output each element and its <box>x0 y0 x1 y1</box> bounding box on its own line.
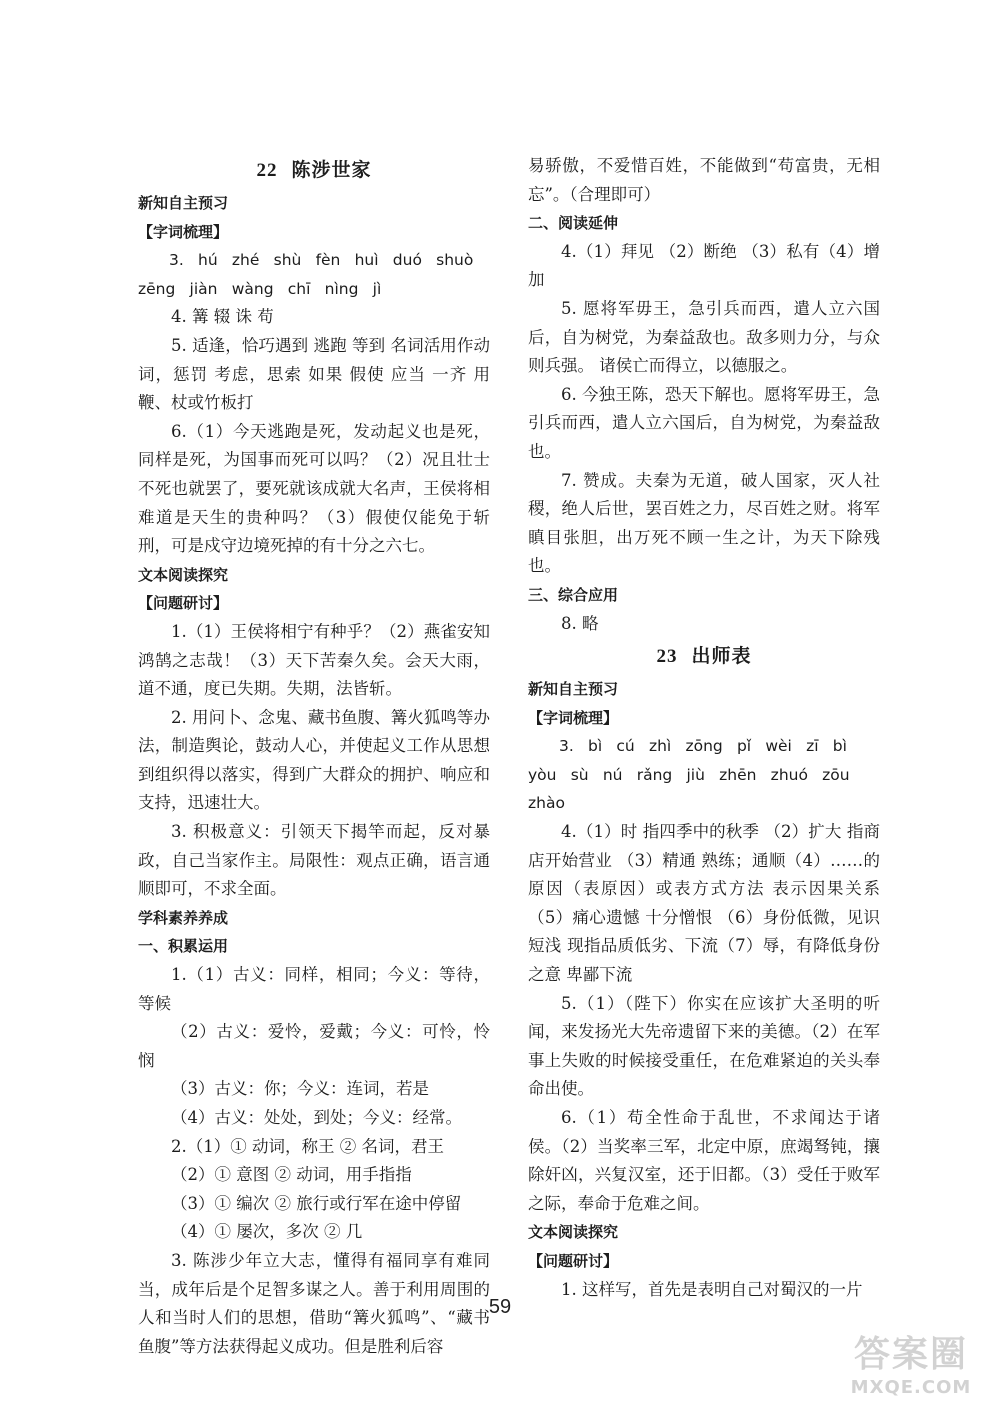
answer-paragraph: （2）古义：爱怜，爱戴；今义：可怜，怜悯 <box>138 1022 490 1070</box>
watermark-text: 答案圈 <box>853 1334 968 1375</box>
watermark-logo <box>836 1333 986 1413</box>
section-heading: 学科素养养成 <box>138 908 229 927</box>
answer-paragraph: 2. 用问卜、念鬼、藏书鱼腹、篝火狐鸣等办法，制造舆论，鼓动人心，并使起义工作从思想到组织得以落实，得到广大群众的拥护、响应和支持，迅速壮大。 <box>138 707 490 813</box>
answer-paragraph: 6.（1）苟全性命于乱世，不求闻达于诸侯。（2）当奖率三军，北定中原，庶竭驽钝，攘除奸凶，兴复汉室，还于旧都。（3）受任于败军之际，奉命于危难之间。 <box>528 1108 880 1213</box>
answer-paragraph: 6.（1）今天逃跑是死，发动起义也是死，同样是死，为国事而死可以吗？（2）况且壮士不死也就罢了，要死就该成就大名声，王侯将相难道是天生的贵种吗？（3）假使仅能免于斩刑，可是戍守边境死掉的有十分之六七。 <box>138 421 490 556</box>
answer-paragraph: 3. hú zhé shù fèn huì duó shuò <box>169 251 474 270</box>
right-column <box>528 152 880 1304</box>
answer-paragraph: zhào <box>528 794 565 813</box>
answer-paragraph: （2）① 意图 ② 动词，用手指指 <box>171 1165 412 1185</box>
section-heading: 新知自主预习 <box>528 680 619 699</box>
subsection-heading: 【字词梳理】 <box>138 222 229 241</box>
section-heading: 新知自主预习 <box>138 194 229 212</box>
answer-paragraph: 3. 陈涉少年立大志，懂得有福同享有难同当，成年后是个足智多谋之人。善于利用周围的人和当时人们的思想，借助“篝火狐鸣”、“藏书鱼腹”等方法获得起义成功。但是胜利后容 <box>138 1250 490 1356</box>
chapter-name: 陈涉世家 <box>291 159 372 181</box>
section-heading: 文本阅读探究 <box>138 565 229 584</box>
category-heading: 一、积累运用 <box>138 937 229 956</box>
answer-paragraph: （4）古义：处处，到处；今义：经常。 <box>171 1108 462 1127</box>
answer-paragraph: 4.（1）拜见 （2）断绝 （3）私有（4）增加 <box>528 241 880 290</box>
answer-paragraph: 5.（1）（陛下）你实在应该扩大圣明的听闻，来发扬光大先帝遗留下来的美德。（2）在军事上失败的时候接受重任，在危难紧迫的关头奉命出使。 <box>528 993 880 1099</box>
answer-paragraph: （3）① 编次 ② 旅行或行军在途中停留 <box>171 1193 462 1213</box>
watermark-url: MXQE.COM <box>850 1377 972 1398</box>
subsection-heading: 【问题研讨】 <box>528 1251 619 1270</box>
answer-paragraph: 6. 今独王陈，恐天下解也。愿将军毋王，急引兵而西，遣人立六国后，自为树党，为秦益敌也。 <box>528 384 880 461</box>
answer-paragraph: yòu sù nú rǎng jiù zhēn zhuó zōu <box>528 765 850 784</box>
left-content <box>138 189 490 1361</box>
left-column <box>138 152 490 1361</box>
answer-paragraph: 1.（1）王侯将相宁有种乎？（2）燕雀安知鸿鹄之志哉！（3）天下苦秦久矣。会天大雨，道不通，度已失期。失期，法皆斩。 <box>138 621 490 699</box>
chapter-name: 出师表 <box>691 645 752 668</box>
answer-paragraph: （4）① 屡次，多次 ② 几 <box>171 1222 363 1242</box>
answer-paragraph: 8. 略 <box>561 613 599 633</box>
answer-paragraph: 5. 愿将军毋王，急引兵而西，遣人立六国后，自为树党，为秦益敌也。敌多则力分，与众则兵强。 诸侯亡而得立，以德服之。 <box>528 298 880 376</box>
right-content-top <box>528 152 880 638</box>
section-heading: 文本阅读探究 <box>528 1223 619 1242</box>
category-heading: 三、综合应用 <box>528 585 619 604</box>
answer-paragraph: zēng jiàn wàng chī nìng jì <box>138 279 382 298</box>
answer-paragraph: 3. bì cú zhì zōng pǐ wèi zī bì <box>559 737 847 756</box>
answer-paragraph: 4.（1）时 指四季中的秋季 （2）扩大 指商店开始营业 （3）精通 熟练；通顺（4）……的原因（表原因）或表方式方法 表示因果关系 （5）痛心遗憾 十分憎恨 （6）身份低微，见识短浅 现指品质低劣、下流（7）辱，有降低身份之意 卑鄙下流 <box>528 822 880 985</box>
answer-paragraph: 2.（1）① 动词，称王 ② 名词，君王 <box>171 1136 444 1156</box>
chapter-number: 23 <box>656 646 678 668</box>
answer-paragraph: （3）古义：你；今义：连词，若是 <box>171 1079 429 1099</box>
answer-paragraph: 3. 积极意义：引领天下揭竿而起，反对暴政，自己当家作主。局限性：观点正确，语言通顺即可，不求全面。 <box>138 822 490 899</box>
chapter-title-22 <box>138 152 490 189</box>
subsection-heading: 【字词梳理】 <box>528 708 619 727</box>
page-number: 59 <box>488 1296 512 1318</box>
answer-paragraph: 1.（1）古义：同样，相同；今义：等待，等候 <box>138 965 490 1013</box>
right-content-bottom <box>528 675 880 1304</box>
answer-paragraph: 1. 这样写，首先是表明自己对蜀汉的一片 <box>561 1279 863 1299</box>
subsection-heading: 【问题研讨】 <box>138 594 229 613</box>
category-heading: 二、阅读延伸 <box>528 214 619 233</box>
answer-paragraph: 5. 适逢，恰巧遇到 逃跑 等到 名词活用作动词，惩罚 考虑，思索 如果 假使 应当 一齐 用鞭、杖或竹板打 <box>138 335 490 413</box>
answer-paragraph: 4. 篝 辍 诛 苟 <box>171 307 274 327</box>
chapter-title-23 <box>528 638 880 675</box>
answer-paragraph: 7. 赞成。夫秦为无道，破人国家，灭人社稷，绝人后世，罢百姓之力，尽百姓之财。将军瞋目张胆，出万死不顾一生之计，为天下除残也。 <box>528 470 880 576</box>
answer-paragraph: 易骄傲，不爱惜百姓，不能做到“苟富贵，无相忘”。（合理即可） <box>528 156 880 204</box>
chapter-number: 22 <box>256 160 278 181</box>
